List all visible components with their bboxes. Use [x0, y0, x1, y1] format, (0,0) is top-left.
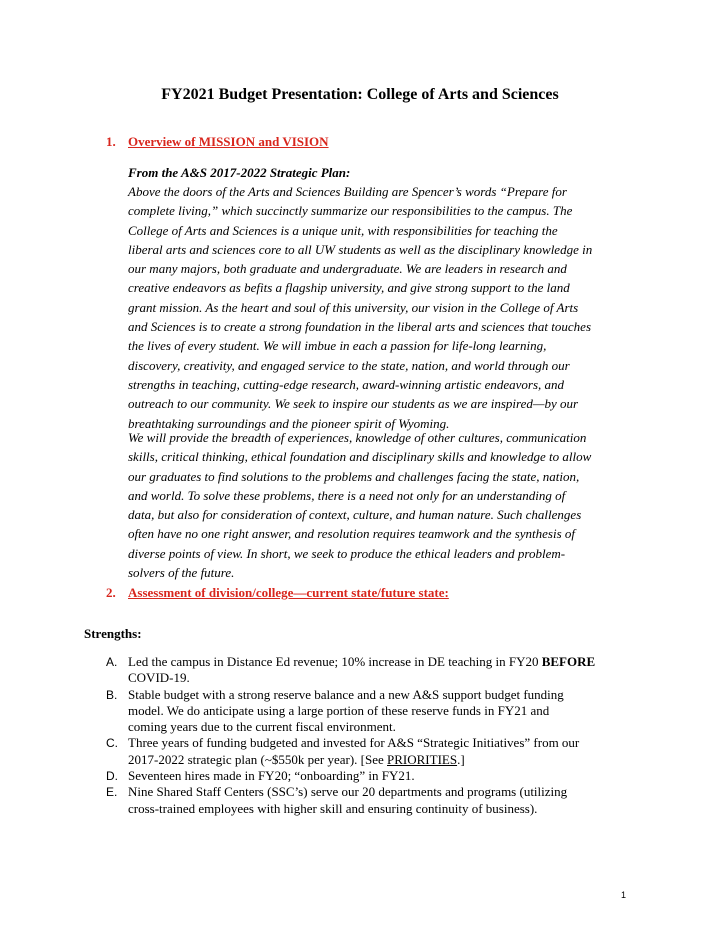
list-line	[128, 654, 595, 670]
vision-paragraph	[128, 428, 648, 582]
list-line: Nine Shared Staff Centers (SSC’s) serve our 20 departments and programs (utilizing	[128, 784, 568, 800]
paragraph-line: and Sciences is to create a strong foundation in the liberal arts and sciences that touches	[128, 319, 591, 335]
list-text: 2017-2022 strategic plan (~$550k per year). [See	[128, 751, 388, 767]
priorities-link[interactable]: PRIORITIES	[387, 751, 458, 767]
section-2-label: Assessment of division/college—current state/future state:	[128, 585, 449, 600]
paragraph-line: our graduates to find solutions to the problems and challenges facing the state, nation,	[128, 468, 580, 484]
list-line: coming years due to the current fiscal environment.	[128, 719, 396, 735]
paragraph-line: the lives of every student. We will imbue in each a passion for life-long learning,	[128, 338, 547, 354]
document-title: FY2021 Budget Presentation: College of Arts and Sciences	[161, 86, 559, 103]
paragraph-line: breathtaking surroundings and the pioneer spirit of Wyoming.	[128, 415, 450, 431]
paragraph-line: data, but also for consideration of context, culture, and human nature. Such challenges	[128, 507, 582, 523]
list-text: Led the campus in Distance Ed revenue; 10% increase in DE teaching in FY20	[128, 654, 542, 669]
section-1-heading	[106, 134, 329, 150]
paragraph-line: often have no one right answer, and resolution requires teamwork and the synthesis of	[128, 526, 576, 542]
list-line: Three years of funding budgeted and invested for A&S “Strategic Initiatives” from our	[128, 735, 580, 751]
section-2-heading	[106, 585, 449, 601]
strengths-heading: Strengths:	[84, 626, 142, 641]
paragraph-line: complete living,” which succinctly summarize our responsibilities to the campus. The	[128, 203, 573, 219]
list-letter: C.	[106, 736, 118, 751]
list-line: COVID-19.	[128, 670, 190, 686]
list-line: Seventeen hires made in FY20; “onboarding” in FY21.	[128, 768, 415, 784]
paragraph-line: strengths in teaching, cutting-edge research, award-winning artistic endeavors, and	[128, 376, 565, 392]
paragraph-line: discovery, creativity, and engaged service to the state, nation, and world through our	[128, 357, 570, 373]
list-item	[106, 768, 595, 784]
list-line: cross-trained employees with higher skill and ensuring continuity of business).	[128, 800, 538, 816]
paragraph-line: outreach to our community. We seek to inspire our students as we are inspired—by our	[128, 396, 579, 412]
list-line: model. We do anticipate using a large portion of these reserve funds in FY21 and	[128, 702, 550, 718]
list-line: Stable budget with a strong reserve balance and a new A&S support budget funding	[128, 686, 564, 702]
paragraph-line: our many majors, both graduate and undergraduate. We are leaders in research and	[128, 261, 567, 277]
paragraph-line: We will provide the breadth of experiences, knowledge of other cultures, communication	[128, 430, 587, 445]
list-item	[106, 654, 595, 687]
list-letter: A.	[106, 655, 118, 669]
section-1-label: Overview of MISSION and VISION	[128, 134, 329, 149]
section-1-number: 1.	[106, 134, 116, 149]
strategic-plan-heading: From the A&S 2017-2022 Strategic Plan:	[128, 165, 351, 180]
paragraph-line: and world. To solve these problems, there is a need not only for an understanding of	[128, 487, 566, 503]
list-letter: E.	[106, 785, 118, 800]
strengths-list	[106, 654, 595, 817]
list-item	[106, 687, 595, 736]
list-letter: B.	[106, 687, 118, 702]
page-number: 1	[621, 890, 627, 900]
paragraph-line: solvers of the future.	[128, 565, 235, 581]
mission-paragraph	[128, 182, 648, 433]
section-2-number: 2.	[106, 585, 116, 600]
paragraph-line: creative endeavors as befits a flagship university, and give strong support to the land	[128, 280, 570, 296]
paragraph-line: grant mission. As the heart and soul of this university, our vision in the College of Arts	[128, 299, 579, 315]
emphasis-text: BEFORE	[541, 654, 596, 669]
paragraph-line: diverse points of view. In short, we seek to produce the ethical leaders and problem-	[128, 545, 566, 561]
paragraph-line: Above the doors of the Arts and Sciences Building are Spencer’s words “Prepare for	[128, 184, 567, 199]
list-item	[106, 735, 595, 768]
paragraph-line: College of Arts and Sciences is a unique unit, with responsibilities for teaching the	[128, 222, 558, 238]
list-letter: D.	[106, 769, 118, 784]
paragraph-line: liberal arts and sciences core to all UW students as well as the disciplinary knowledge in	[128, 241, 593, 257]
list-text: .]	[457, 751, 465, 767]
paragraph-line: skills, critical thinking, ethical foundation and disciplinary skills and knowledge to allow	[128, 449, 592, 465]
list-item	[106, 784, 595, 817]
list-line	[128, 752, 595, 768]
